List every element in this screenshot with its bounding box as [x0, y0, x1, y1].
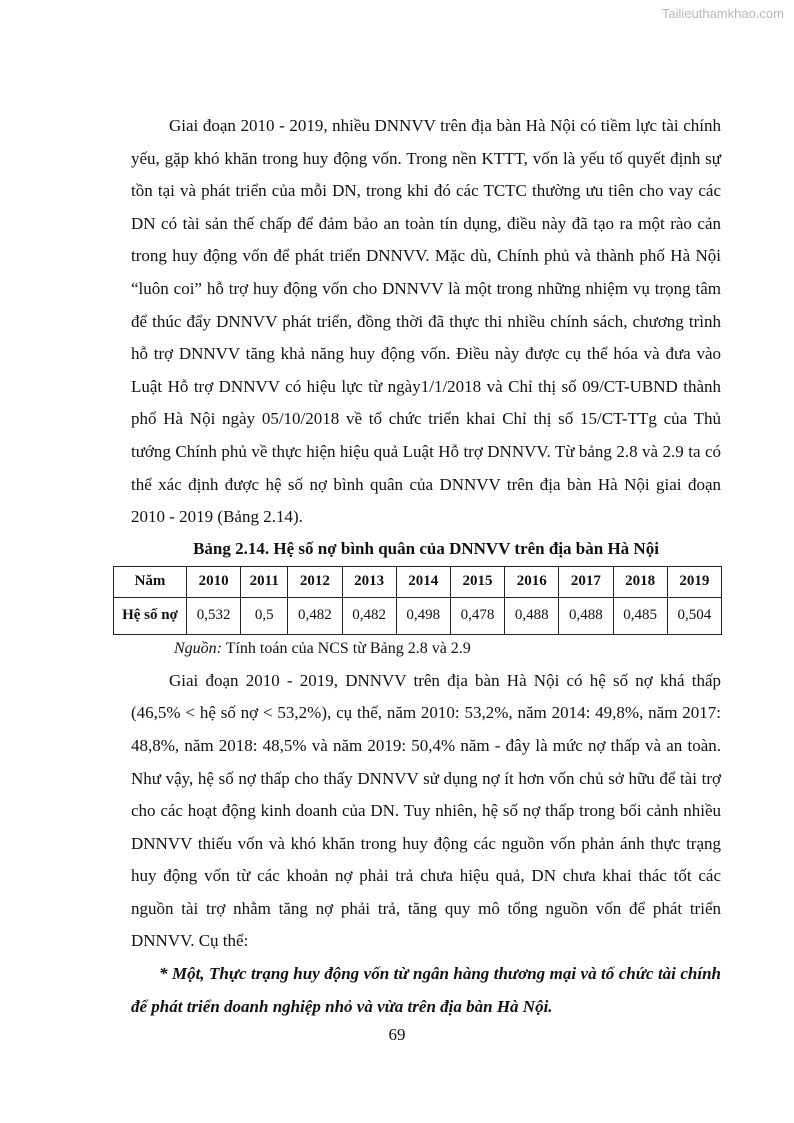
page-number: 69 — [388, 1025, 406, 1044]
table-cell: 0,488 — [505, 597, 559, 634]
section-heading: * Một, Thực trạng huy động vốn từ ngân hàng thương mại và tổ chức tài chính để phát triển doanh nghiệp nhỏ và vừa trên địa bàn Hà Nội. — [131, 964, 721, 1016]
table-header-cell: 2012 — [288, 566, 342, 597]
table-header-cell: 2019 — [667, 566, 721, 597]
table-row-label: Hệ số nợ — [114, 597, 187, 634]
table-header-cell: 2017 — [559, 566, 613, 597]
table-header-cell: 2010 — [187, 566, 241, 597]
table-header-cell: 2014 — [396, 566, 450, 597]
source-label: Nguồn: — [174, 639, 222, 657]
table-source — [174, 636, 721, 662]
table-cell: 0,532 — [187, 597, 241, 634]
table-cell: 0,504 — [667, 597, 721, 634]
table-header-cell: 2011 — [241, 566, 288, 597]
table-header-cell: 2015 — [450, 566, 504, 597]
table-cell: 0,482 — [342, 597, 396, 634]
table-header-cell: 2018 — [613, 566, 667, 597]
paragraph-intro: Giai đoạn 2010 - 2019, nhiều DNNVV trên địa bàn Hà Nội có tiềm lực tài chính yếu, gặp khó khăn trong huy động vốn. Trong nền KTTT, vốn là yếu tố quyết định sự tồn tại và phát triển của mỗi DN, trong khi đó các TCTC thường ưu tiên cho vay các DN có tài sản thế chấp để đảm bảo an toàn tín dụng, điều này đã tạo ra một rào cản trong huy động vốn để phát triển DNNVV. Mặc dù, Chính phủ và thành phố Hà Nội “luôn coi” hỗ trợ huy động vốn cho DNNVV là một trong những nhiệm vụ trọng tâm để thúc đẩy DNNVV phát triển, đồng thời đã thực thi nhiều chính sách, chương trình hỗ trợ DNNVV tăng khả năng huy động vốn. Điều này được cụ thể hóa và đưa vào Luật Hỗ trợ DNNVV có hiệu lực từ ngày1/1/2018 và Chỉ thị số 09/CT-UBND thành phố Hà Nội ngày 05/10/2018 về tổ chức triển khai Chỉ thị số 15/CT-TTg của Thủ tướng Chính phủ về thực hiện hiệu quả Luật Hỗ trợ DNNVV. Từ bảng 2.8 và 2.9 ta có thể xác định được hệ số nợ bình quân của DNNVV trên địa bàn Hà Nội giai đoạn 2010 - 2019 (Bảng 2.14). — [131, 116, 721, 527]
page-body — [122, 110, 721, 1023]
table-cell: 0,5 — [241, 597, 288, 634]
paragraph-analysis: Giai đoạn 2010 - 2019, DNNVV trên địa bàn Hà Nội có hệ số nợ khá thấp (46,5% < hệ số nợ < 53,2%), cụ thể, năm 2010: 53,2%, năm 2014: 49,8%, năm 2017: 48,8%, năm 2018: 48,5% và năm 2019: 50,4% năm - đây là mức nợ thấp và an toàn. Như vậy, hệ số nợ thấp cho thấy DNNVV sử dụng nợ ít hơn vốn chủ sở hữu để tài trợ cho các hoạt động kinh doanh của DN. Tuy nhiên, hệ số nợ thấp trong bối cảnh nhiều DNNVV thiếu vốn và khó khăn trong huy động các nguồn vốn phản ánh thực trạng huy động vốn từ các khoản nợ phải trả chưa hiệu quả, DN chưa khai thác tốt các nguồn tài trợ nhằm tăng nợ phải trả, tăng quy mô tổng nguồn vốn để phát triển DNNVV. Cụ thể: — [131, 670, 721, 951]
table-cell: 0,478 — [450, 597, 504, 634]
table-cell: 0,482 — [288, 597, 342, 634]
watermark: Tailieuthamkhao.com — [661, 6, 784, 21]
table-cell: 0,485 — [613, 597, 667, 634]
table-caption: Bảng 2.14. Hệ số nợ bình quân của DNNVV trên địa bàn Hà Nội — [193, 538, 659, 558]
table-cell: 0,498 — [396, 597, 450, 634]
table-header-cell: 2013 — [342, 566, 396, 597]
debt-ratio-table — [113, 566, 722, 635]
table-header-row — [114, 566, 722, 597]
table-row — [114, 597, 722, 634]
source-text: Tính toán của NCS từ Bảng 2.8 và 2.9 — [222, 639, 471, 657]
table-header-cell: 2016 — [505, 566, 559, 597]
table-cell: 0,488 — [559, 597, 613, 634]
table-header-label: Năm — [114, 566, 187, 597]
